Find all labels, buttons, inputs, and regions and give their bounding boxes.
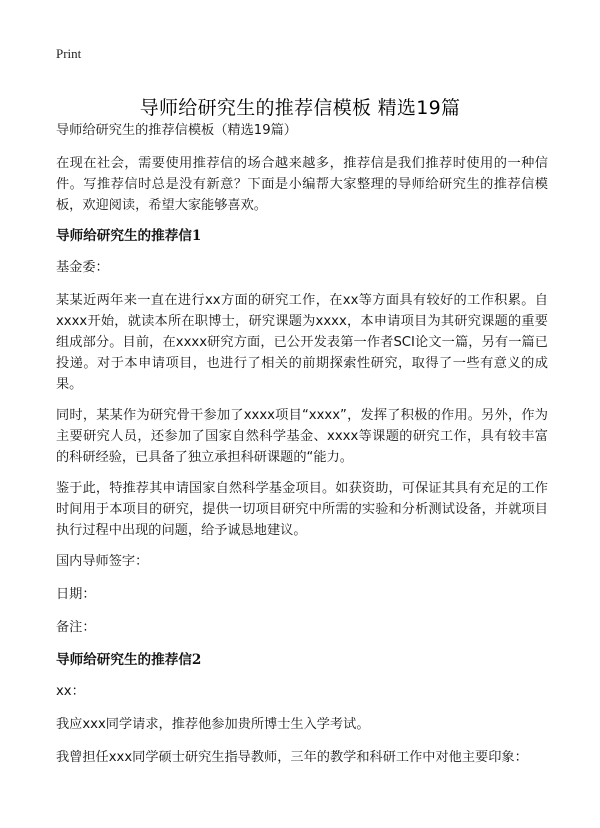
letter1-paragraph-1: 某某近两年来一直在进行xx方面的研究工作，在xx等方面具有较好的工作积累。自xxxx开始，就读本所在职博士，研究课题为xxxx，本申请项目为其研究课题的重要组成部分。目前，在xxxx研究方面，已公开发表第一作者SCI论文一篇，另有一篇已投递。对于本申请项目，也进行了相关的前期探索性研究，取得了一些有意义的成果。 <box>56 293 548 392</box>
letter1-salutation: 基金委： <box>56 260 109 275</box>
document-body <box>56 120 548 778</box>
letter1-paragraph-3: 鉴于此，特推荐其申请国家自然科学基金项目。如获资助，可保证其具有充足的工作时间用于本项目的研究，提供一切项目研究中所需的实验和分析测试设备，并就项目执行过程中出现的问题，给予诚恳地建议。 <box>56 481 548 538</box>
document-subtitle: 导师给研究生的推荐信模板（精选19篇） <box>56 123 297 138</box>
letter1-signature-line: 国内导师签字： <box>56 554 149 569</box>
letter2-paragraph-2: 我曾担任xxx同学硕士研究生指导教师，三年的教学和科研工作中对他主要印象： <box>56 750 528 765</box>
letter1-paragraph-2: 同时，某某作为研究骨干参加了xxxx项目“xxxx”，发挥了积极的作用。另外，作为主要研究人员，还参加了国家自然科学基金、xxxx等课题的研究工作，具有较丰富的科研经验，已具备了独立承担科研课题的“能力。 <box>56 408 548 465</box>
intro-paragraph: 在现在社会，需要使用推荐信的场合越来越多，推荐信是我们推荐时使用的一种信件。写推荐信时总是没有新意？下面是小编帮大家整理的导师给研究生的推荐信模板，欢迎阅读，希望大家能够喜欢。 <box>56 156 548 213</box>
letter2-salutation: xx： <box>56 684 85 699</box>
letter1-date-line: 日期： <box>56 587 96 602</box>
letter2-heading: 导师给研究生的推荐信2 <box>56 652 202 668</box>
letter1-note-line: 备注： <box>56 620 96 635</box>
letter2-paragraph-1: 我应xxx同学请求，推荐他参加贵所博士生入学考试。 <box>56 717 370 732</box>
print-label: Print <box>56 46 82 61</box>
document-title: 导师给研究生的推荐信模板 精选19篇 <box>139 96 461 119</box>
letter1-heading: 导师给研究生的推荐信1 <box>56 228 202 244</box>
